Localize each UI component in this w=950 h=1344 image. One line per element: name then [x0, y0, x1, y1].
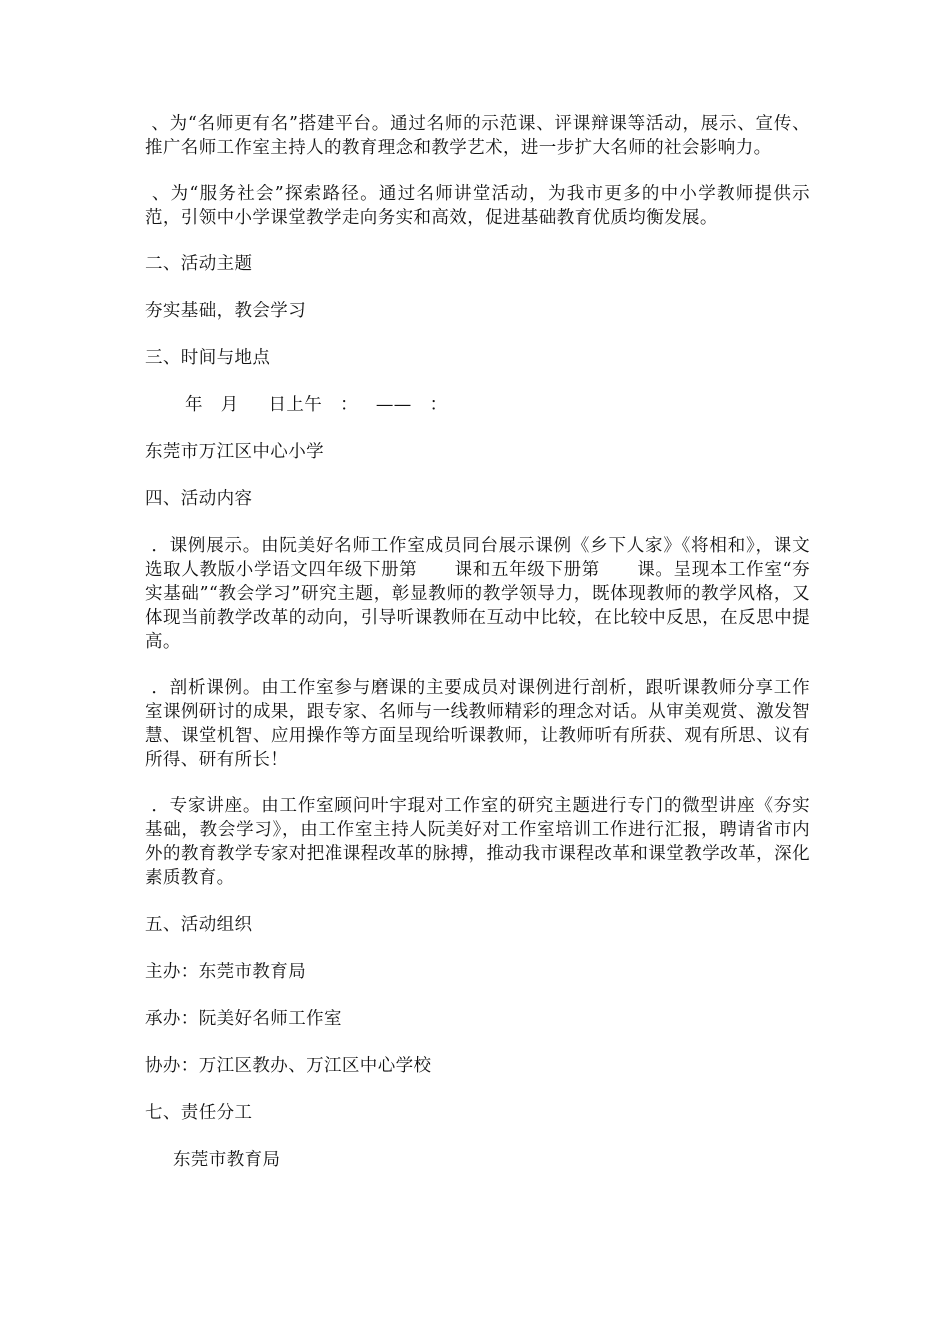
content-item-1: ．课例展示。由阮美好名师工作室成员同台展示课例《乡下人家》《将相和》，课文选取人教版小学语文四年级下册第 课和五年级下册第 课。呈现本工作室“夯实基础”“教会学习”研究主题，彰显教师的教学领导力，既体现教师的教学风格，又体现当前教学改革的动向，引导听课教师在互动中比较，在比较中反思，在反思中提高。 [145, 536, 810, 652]
paragraph-service: 、为“服务社会”探索路径。通过名师讲堂活动，为我市更多的中小学教师提供示范，引领中小学课堂教学走向务实和高效，促进基础教育优质均衡发展。 [145, 184, 811, 228]
place-text: 东莞市万江区中心小学 [145, 442, 324, 462]
heading-content: 四、活动内容 [145, 489, 253, 509]
host-text: 主办：东莞市教育局 [145, 962, 307, 982]
theme-text: 夯实基础，教会学习 [145, 301, 307, 321]
co-organizer-text: 协办：万江区教办、万江区中心学校 [145, 1056, 432, 1076]
heading-organization: 五、活动组织 [145, 915, 253, 935]
heading-duty: 七、责任分工 [145, 1103, 253, 1123]
document-page [145, 112, 810, 1172]
heading-time-place: 三、时间与地点 [145, 348, 271, 368]
undertaker-text: 承办：阮美好名师工作室 [145, 1009, 342, 1029]
paragraph-platform: 、为“名师更有名”搭建平台。通过名师的示范课、评课辩课等活动，展示、宣传、推广名师工作室主持人的教育理念和教学艺术，进一步扩大名师的社会影响力。 [145, 114, 810, 158]
time-text: 年 月 日上午 ： —— ： [185, 395, 448, 415]
content-item-3: ．专家讲座。由工作室顾问叶宇琨对工作室的研究主题进行专门的微型讲座《夯实基础，教会学习》，由工作室主持人阮美好对工作室培训工作进行汇报，聘请省市内外的教育教学专家对把准课程改革的脉搏，推动我市课程改革和课堂教学改革，深化素质教育。 [145, 796, 810, 888]
heading-theme: 二、活动主题 [145, 254, 253, 274]
duty-first-item: 东莞市教育局 [173, 1150, 281, 1170]
content-item-2: ．剖析课例。由工作室参与磨课的主要成员对课例进行剖析，跟听课教师分享工作室课例研讨的成果，跟专家、名师与一线教师精彩的理念对话。从审美观赏、激发智慧、课堂机智、应用操作等方面呈现给听课教师，让教师听有所获、观有所思、议有所得、研有所长！ [145, 678, 810, 770]
